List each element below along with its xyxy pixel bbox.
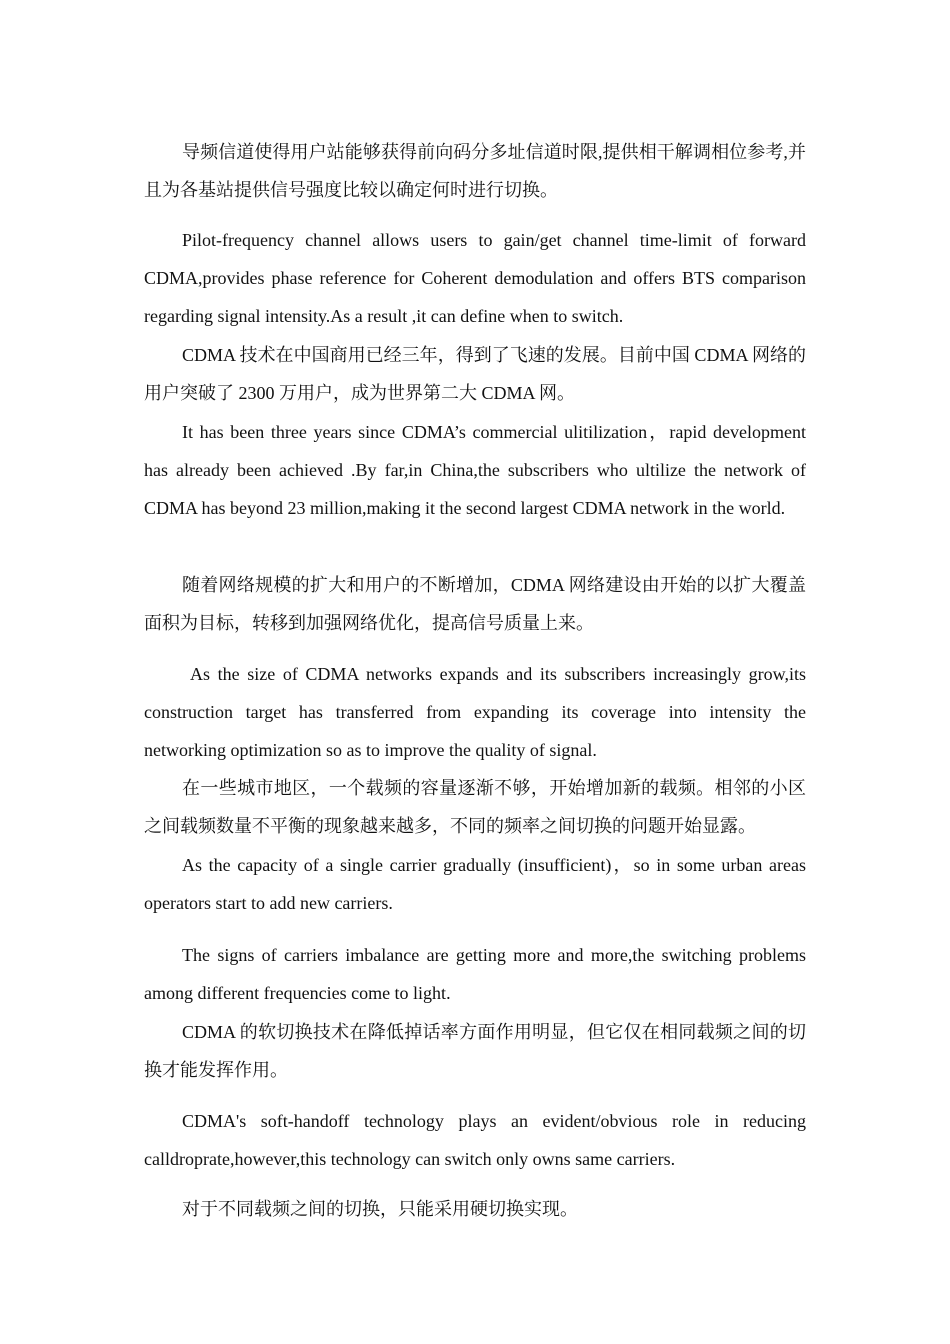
paragraph-zh-soft-handoff: CDMA 的软切换技术在降低掉话率方面作用明显，但它仅在相同载频之间的切换才能发挥作用。 [144, 1022, 806, 1080]
paragraph-zh-hard-handoff: 对于不同载频之间的切换，只能采用硬切换实现。 [182, 1199, 578, 1219]
paragraph-en-network-scale: As the size of CDMA networks expands and its subscribers increasingly grow,its construction target has transferred from expanding its coverage into intensity the networking optimization so as to improve the quality of signal. [144, 664, 806, 760]
paragraph-en-pilot-channel: Pilot-frequency channel allows users to gain/get channel time-limit of forward CDMA,provides phase reference for Coherent demodulation and offers BTS comparison regarding signal intensity.As a result ,it can define when to switch. [144, 230, 806, 326]
paragraph-zh-network-scale: 随着网络规模的扩大和用户的不断增加，CDMA 网络建设由开始的以扩大覆盖面积为目标，转移到加强网络优化，提高信号质量上来。 [144, 575, 806, 633]
paragraph-en-cdma-commercial: It has been three years since CDMA’s commercial ulitilization，rapid development has already been achieved .By far,in China,the subscribers who ultilize the network of CDMA has beyond 23 million,making it the second largest CDMA network in the world. [144, 422, 806, 518]
paragraph-en-carrier-capacity: As the capacity of a single carrier gradually (insufficient)，so in some urban areas operators start to add new carriers. [144, 855, 806, 913]
paragraph-zh-cdma-commercial: CDMA 技术在中国商用已经三年，得到了飞速的发展。目前中国 CDMA 网络的用户突破了 2300 万用户，成为世界第二大 CDMA 网。 [144, 345, 806, 403]
paragraph-zh-pilot-channel: 导频信道使得用户站能够获得前向码分多址信道时限,提供相干解调相位参考,并且为各基站提供信号强度比较以确定何时进行切换。 [144, 142, 806, 200]
paragraph-en-soft-handoff: CDMA's soft-handoff technology plays an evident/obvious role in reducing calldroprate,however,this technology can switch only owns same carriers. [144, 1111, 806, 1169]
paragraph-zh-carrier-capacity: 在一些城市地区，一个载频的容量逐渐不够，开始增加新的载频。相邻的小区之间载频数量不平衡的现象越来越多，不同的频率之间切换的问题开始显露。 [144, 778, 806, 836]
paragraph-en-carrier-imbalance: The signs of carriers imbalance are getting more and more,the switching problems among different frequencies come to light. [144, 945, 806, 1003]
